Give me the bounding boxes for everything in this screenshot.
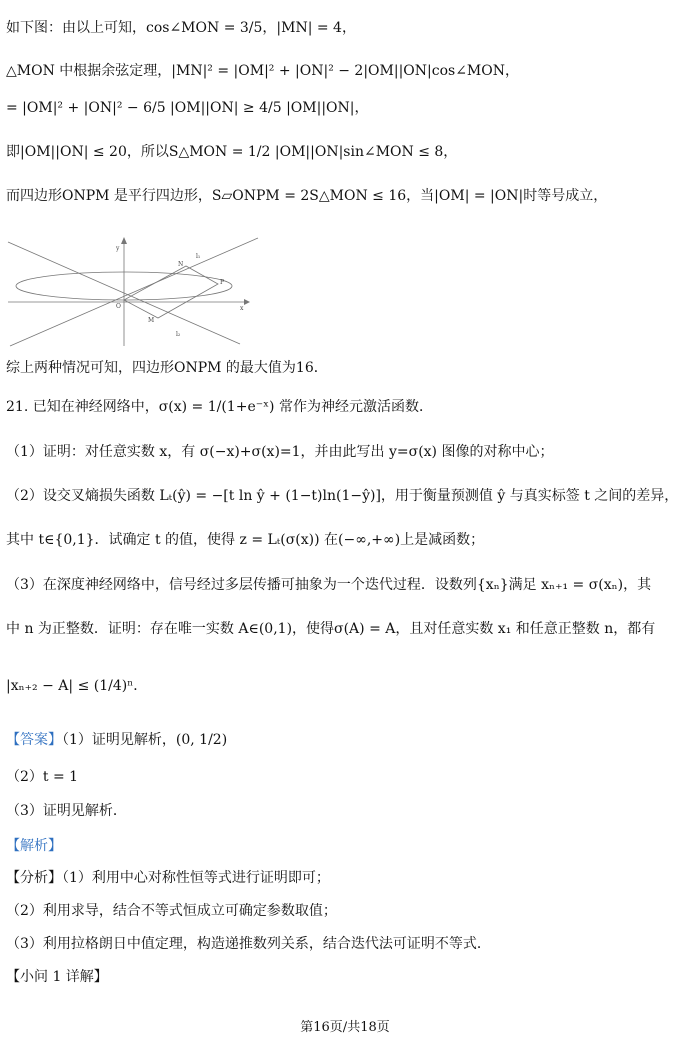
- analysis-tag: 【解析】: [6, 838, 62, 854]
- y-axis-arrow-icon: [121, 237, 127, 244]
- text-line-3: = |OM|² + |ON|² − 6/5 |OM||ON| ≥ 4/5 |OM||ON|，: [6, 100, 369, 116]
- answer-line: [6, 730, 227, 750]
- x-axis-arrow-icon: [244, 299, 250, 305]
- fenxi-tag: 【分析】: [6, 870, 62, 886]
- fenxi-part-2: （2）利用求导，结合不等式恒成立可确定参数取值；: [6, 903, 337, 919]
- text-line-5: 而四边形ONPM 是平行四边形，S▱ONPM = 2S△MON ≤ 16，当|OM| = |ON|时等号成立，: [6, 188, 608, 204]
- label-l1: l₁: [196, 253, 201, 260]
- parallelogram-onpm: [124, 266, 218, 318]
- problem-21-part-2-cont: 其中 t∈{0,1}．试确定 t 的值，使得 z = Lₜ(σ(x)) 在(−∞,+∞)上是减函数；: [6, 532, 485, 548]
- text-line-2: △MON 中根据余弦定理，|MN|² = |OM|² + |ON|² − 2|OM||ON|cos∠MON，: [6, 63, 519, 79]
- problem-21-part-1: （1）证明：对任意实数 x，有 σ(−x)+σ(x)=1，并由此写出 y=σ(x) 图像的对称中心；: [6, 444, 554, 460]
- label-y: y: [116, 245, 120, 252]
- problem-21-part-3-cont: 中 n 为正整数．证明：存在唯一实数 A∈(0,1)，使得σ(A) = A，且对任意实数 x₁ 和任意正整数 n，都有: [6, 621, 656, 637]
- answer-part-3: （3）证明见解析．: [6, 803, 127, 819]
- detail-heading: 【小问 1 详解】: [6, 969, 108, 985]
- problem-21-part-2: （2）设交叉熵损失函数 Lₜ(ŷ) = −[t ln ŷ + (1−t)ln(1−ŷ)]，用于衡量预测值 ŷ 与真实标签 t 之间的差异，: [6, 488, 679, 504]
- fenxi-part-3: （3）利用拉格朗日中值定理，构造递推数列关系，结合迭代法可证明不等式．: [6, 936, 491, 952]
- answer-tag: 【答案】: [6, 732, 62, 748]
- answer-part-2: （2）t = 1: [6, 769, 79, 785]
- fenxi-line: [6, 868, 330, 888]
- text-line-1: 如下图：由以上可知，cos∠MON = 3/5，|MN| = 4，: [6, 20, 356, 36]
- fenxi-text: （1）利用中心对称性恒等式进行证明即可；: [62, 870, 330, 886]
- text-line-6: 综上两种情况可知，四边形ONPM 的最大值为16．: [6, 360, 328, 376]
- label-l2: l₂: [176, 331, 181, 338]
- problem-21-stem: 21. 已知在神经网络中，σ(x) = 1/(1+e⁻ˣ) 常作为神经元激活函数．: [6, 399, 433, 415]
- problem-21-part-3-ineq: |xₙ₊₂ − A| ≤ (1/4)ⁿ．: [6, 678, 148, 694]
- label-x: x: [240, 305, 244, 312]
- label-m: M: [148, 317, 155, 324]
- label-p: P: [220, 279, 225, 286]
- answer-text: （1）证明见解析，(0, 1/2): [62, 732, 228, 748]
- ellipse-figure: [4, 236, 266, 348]
- label-n: N: [178, 261, 184, 268]
- label-o: O: [116, 303, 121, 310]
- page-footer: 第16页/共18页: [300, 1020, 390, 1035]
- problem-21-part-3: （3）在深度神经网络中，信号经过多层传播可抽象为一个迭代过程．设数列{xₙ}满足 xₙ₊₁ = σ(xₙ)，其: [6, 577, 652, 593]
- text-line-4: 即|OM||ON| ≤ 20，所以S△MON = 1/2 |OM||ON|sin∠MON ≤ 8，: [6, 144, 458, 160]
